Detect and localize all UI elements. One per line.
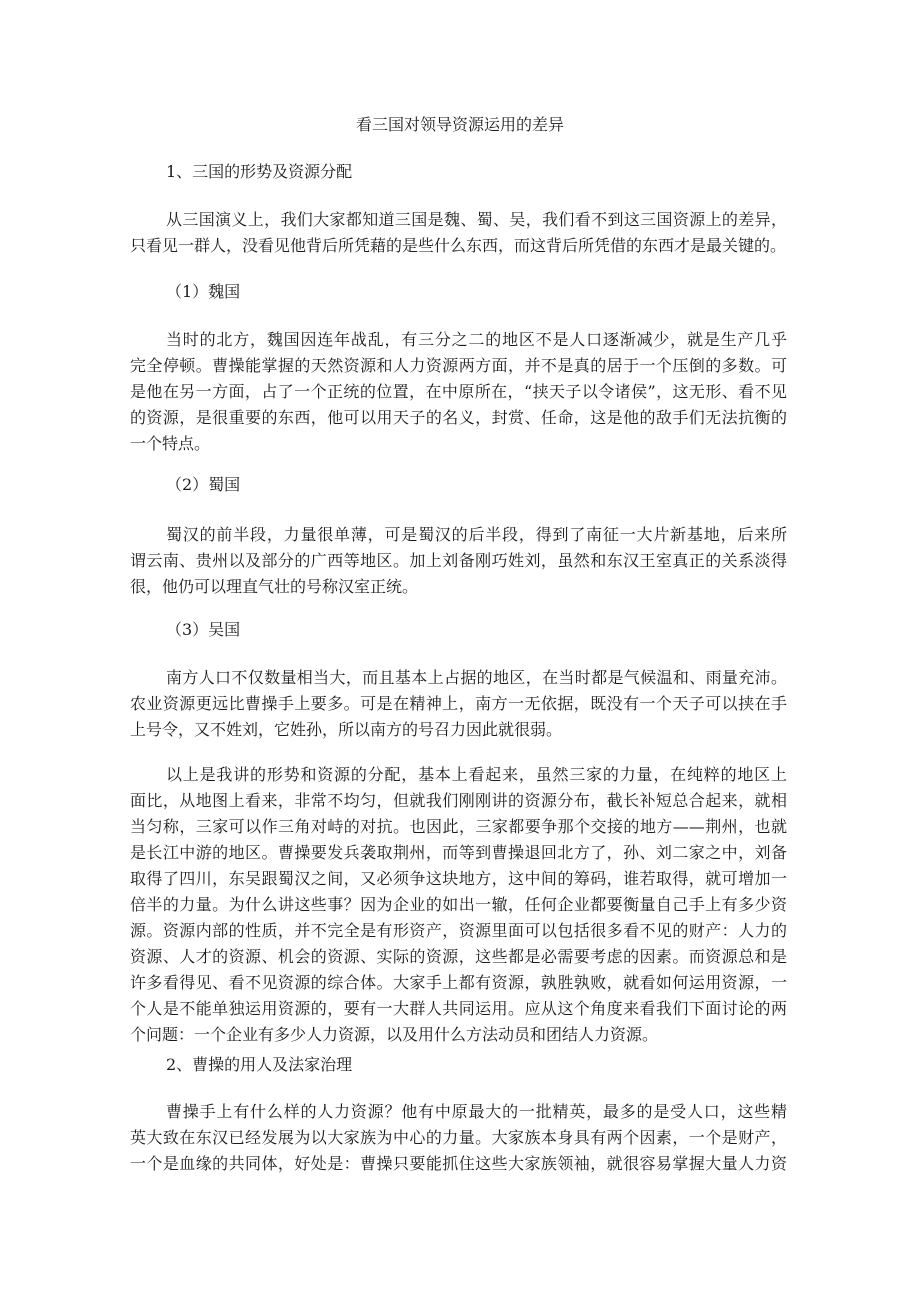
- document-title: 看三国对领导资源运用的差异: [355, 115, 564, 134]
- text-line: 曹操手上有什么样的人力资源？他有中原最大的一批精英，最多的是受人口，这些精: [166, 1102, 787, 1121]
- text-line: 谓云南、贵州以及部分的广西等地区。加上刘备刚巧姓刘，虽然和东汉王室真正的关系淡得: [130, 551, 787, 570]
- text-line: 完全停顿。曹操能掌握的天然资源和人力资源两方面，并不是真的居于一个压倒的多数。可: [130, 356, 787, 375]
- text-line: 一个特点。: [130, 434, 211, 453]
- text-line: 以上是我讲的形势和资源的分配，基本上看起来，虽然三家的力量，在纯粹的地区上: [166, 765, 787, 784]
- text-line: 很，他仍可以理直气壮的号称汉室正统。: [130, 577, 419, 596]
- text-line: 只看见一群人，没看见他背后所凭藉的是些什么东西，而这背后所凭借的东西才是最关键的。: [130, 236, 787, 255]
- text-line: 取得了四川，东吴跟蜀汉之间，又必须争这块地方，这中间的筹码，谁若取得，就可增加一: [130, 869, 787, 888]
- text-line: 蜀汉的前半段，力量很单薄，可是蜀汉的后半段，得到了南征一大片新基地，后来所: [166, 525, 787, 544]
- text-line: 资源、人才的资源、机会的资源、实际的资源，这些都是必需要考虑的因素。而资源总和是: [130, 947, 787, 966]
- subheading-wei: （1）魏国: [166, 282, 241, 301]
- text-line: 倍半的力量。为什么讲这些事？因为企业的如出一辙，任何企业都要衡量自己手上有多少资: [130, 895, 787, 914]
- text-line: 一个是血缘的共同体，好处是：曹操只要能抓住这些大家族领袖，就很容易掌握大量人力资: [130, 1154, 787, 1173]
- text-line: 许多看得见、看不见资源的综合体。大家手上都有资源，孰胜孰败，就看如何运用资源，一: [130, 973, 787, 992]
- text-line: 是他在另一方面，占了一个正统的位置，在中原所在，“挟天子以令诸侯”，这无形、看不见: [130, 382, 787, 401]
- text-line: 南方人口不仅数量相当大，而且基本上占据的地区，在当时都是气候温和、雨量充沛。: [166, 668, 787, 687]
- paragraph: [130, 522, 787, 600]
- text-line: 源。资源内部的性质，并不完全是有形资产，资源里面可以包括很多看不见的财产：人力的: [130, 921, 787, 940]
- paragraph: [130, 207, 787, 259]
- text-line: 的资源，是很重要的东西，他可以用天子的名义，封赏、任命，这是他的敌手们无法抗衡的: [130, 408, 787, 427]
- text-line: 上号令，又不姓刘，它姓孙，所以南方的号召力因此就很弱。: [130, 720, 563, 739]
- text-line: 农业资源更远比曹操手上要多。可是在精神上，南方一无依据，既没有一个天子可以挟在手: [130, 694, 787, 713]
- paragraph: [130, 327, 787, 457]
- text-line: 从三国演义上，我们大家都知道三国是魏、蜀、吴，我们看不到这三国资源上的差异，: [166, 210, 787, 229]
- paragraph: [130, 762, 787, 1048]
- text-line: 当时的北方，魏国因连年战乱，有三分之二的地区不是人口逐渐减少，就是生产几乎: [166, 330, 787, 349]
- paragraph: [130, 665, 787, 743]
- text-line: 个问题：一个企业有多少人力资源，以及用什么方法动员和团结人力资源。: [130, 1025, 659, 1044]
- subheading-shu: （2）蜀国: [166, 475, 241, 494]
- text-line: 是长江中游的地区。曹操要发兵袭取荆州，而等到曹操退回北方了，孙、刘二家之中，刘备: [130, 843, 787, 862]
- text-line: 英大致在东汉已经发展为以大家族为中心的力量。大家族本身具有两个因素，一个是财产，: [130, 1128, 787, 1147]
- subheading-wu: （3）吴国: [166, 620, 241, 639]
- text-line: 当匀称，三家可以作三角对峙的对抗。也因此，三家都要争那个交接的地方——荆州，也就: [130, 817, 787, 836]
- section-heading-2: 2、曹操的用人及法家治理: [166, 1055, 353, 1074]
- text-line: 个人是不能单独运用资源的，要有一大群人共同运用。应从这个角度来看我们下面讨论的两: [130, 999, 787, 1018]
- paragraph: [130, 1099, 787, 1177]
- text-line: 面比，从地图上看来，非常不均匀，但就我们刚刚讲的资源分布，截长补短总合起来，就相: [130, 791, 787, 810]
- section-heading-1: 1、三国的形势及资源分配: [166, 162, 353, 181]
